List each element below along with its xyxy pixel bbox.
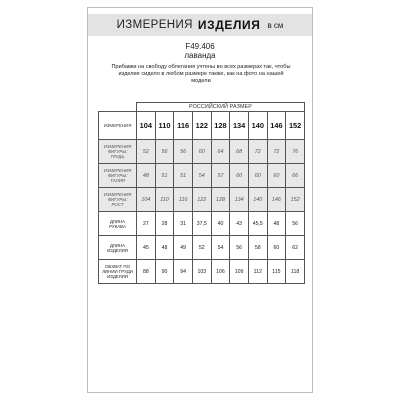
value-cell: 106 (211, 260, 230, 284)
size-cell: 116 (174, 112, 193, 140)
value-cell: 31 (174, 212, 193, 236)
group-header: РОССИЙСКИЙ РАЗМЕР (137, 103, 305, 112)
row-label-line: ОБХВАТ ПО (105, 264, 130, 269)
value-cell: 109 (230, 260, 249, 284)
value-cell: 116 (174, 188, 193, 212)
value-cell: 56 (230, 236, 249, 260)
fit-note-line: Прибавки на свободу облегания учтены во всех размерах так, чтобы (111, 64, 291, 70)
value-cell: 60 (192, 140, 211, 164)
value-cell: 122 (192, 188, 211, 212)
table-row (99, 212, 305, 236)
value-cell: 72 (267, 140, 286, 164)
size-row (99, 112, 305, 140)
row-label-line: ИЗМЕРЕНИЯ (103, 168, 132, 173)
value-cell: 118 (286, 260, 305, 284)
value-cell: 104 (137, 188, 156, 212)
fit-note-line: модели (191, 78, 211, 85)
value-cell: 90 (155, 260, 174, 284)
row-label (99, 212, 137, 236)
value-cell: 140 (248, 188, 267, 212)
value-cell: 45,5 (248, 212, 267, 236)
table-row (99, 260, 305, 284)
value-cell: 115 (267, 260, 286, 284)
value-cell: 60 (267, 164, 286, 188)
row-label-line: ФИГУРЫ: (107, 149, 128, 154)
fit-note-line: изделие сидело в любом размере также, как на фото на нашей (118, 71, 284, 78)
row-label-line: ИЗМЕРЕНИЯ (103, 144, 132, 149)
row-label-line: ИЗМЕРЕНИЯ (103, 192, 132, 197)
value-cell: 51 (174, 164, 193, 188)
size-cell: 104 (137, 112, 156, 140)
value-cell: 49 (174, 236, 193, 260)
value-cell: 60 (267, 236, 286, 260)
fit-note (100, 64, 302, 86)
value-cell: 56 (286, 212, 305, 236)
value-cell: 110 (155, 188, 174, 212)
article-number: F49.406 (185, 42, 215, 51)
table-row (99, 164, 305, 188)
value-cell: 60 (248, 164, 267, 188)
value-cell: 66 (286, 164, 305, 188)
row-label-line: ТАЛИЯ (110, 178, 125, 183)
value-cell: 134 (230, 188, 249, 212)
size-table (98, 102, 305, 284)
row-label-line: ГРУДЬ (110, 154, 125, 159)
row-label (99, 260, 137, 284)
value-cell: 112 (248, 260, 267, 284)
value-cell: 48 (267, 212, 286, 236)
title-unit: в см (267, 20, 284, 30)
table-row (99, 188, 305, 212)
value-cell: 51 (155, 164, 174, 188)
value-cell: 72 (248, 140, 267, 164)
row-label-line: РОСТ (111, 202, 124, 207)
value-cell: 54 (211, 236, 230, 260)
value-cell: 62 (286, 236, 305, 260)
row-label (99, 236, 137, 260)
value-cell: 28 (155, 212, 174, 236)
row-label-line: ДЛИНА (109, 218, 126, 224)
value-cell: 94 (174, 260, 193, 284)
row-label-line: ИЗДЕЛИЯ (107, 274, 128, 279)
value-cell: 103 (192, 260, 211, 284)
size-cell: 140 (248, 112, 267, 140)
value-cell: 128 (211, 188, 230, 212)
size-cell: 134 (230, 112, 249, 140)
color-name: лаванда (184, 51, 216, 60)
title-word-product: ИЗДЕЛИЯ (197, 18, 261, 32)
corner-cell (99, 103, 137, 112)
value-cell: 40 (211, 212, 230, 236)
value-cell: 48 (155, 236, 174, 260)
value-cell: 64 (211, 140, 230, 164)
size-cell: 122 (192, 112, 211, 140)
size-cell: 128 (211, 112, 230, 140)
value-cell: 56 (174, 140, 193, 164)
value-cell: 60 (230, 164, 249, 188)
value-cell: 43 (230, 212, 249, 236)
size-cell: 146 (267, 112, 286, 140)
row-label-line: ЛИНИИ ГРУДИ (102, 269, 133, 274)
row-label (99, 164, 137, 188)
group-header-row (99, 103, 305, 112)
title-band (88, 14, 312, 36)
value-cell: 37,5 (192, 212, 211, 236)
size-cell: 152 (286, 112, 305, 140)
value-cell: 52 (137, 140, 156, 164)
row-label-line: ФИГУРЫ: (107, 173, 128, 178)
value-cell: 88 (137, 260, 156, 284)
value-cell: 146 (267, 188, 286, 212)
row-label (99, 140, 137, 164)
value-cell: 76 (286, 140, 305, 164)
row-label-line: ИЗДЕЛИЯ (107, 247, 128, 253)
row-label-line: РУКАВА (109, 223, 126, 229)
value-cell: 54 (192, 164, 211, 188)
table-row (99, 140, 305, 164)
size-chart-sheet (87, 7, 313, 393)
value-cell: 68 (230, 140, 249, 164)
title-word-measurements: ИЗМЕРЕНИЯ (116, 19, 193, 31)
value-cell: 45 (137, 236, 156, 260)
row-label (99, 188, 137, 212)
size-row-label: ИЗМЕРЕНИЯ (99, 112, 137, 140)
size-cell: 110 (155, 112, 174, 140)
row-label-line: ФИГУРЫ: (107, 197, 128, 202)
value-cell: 57 (211, 164, 230, 188)
table-row (99, 236, 305, 260)
row-label-line: ДЛИНА (109, 242, 126, 248)
value-cell: 27 (137, 212, 156, 236)
value-cell: 152 (286, 188, 305, 212)
value-cell: 58 (248, 236, 267, 260)
value-cell: 52 (192, 236, 211, 260)
value-cell: 48 (137, 164, 156, 188)
value-cell: 56 (155, 140, 174, 164)
